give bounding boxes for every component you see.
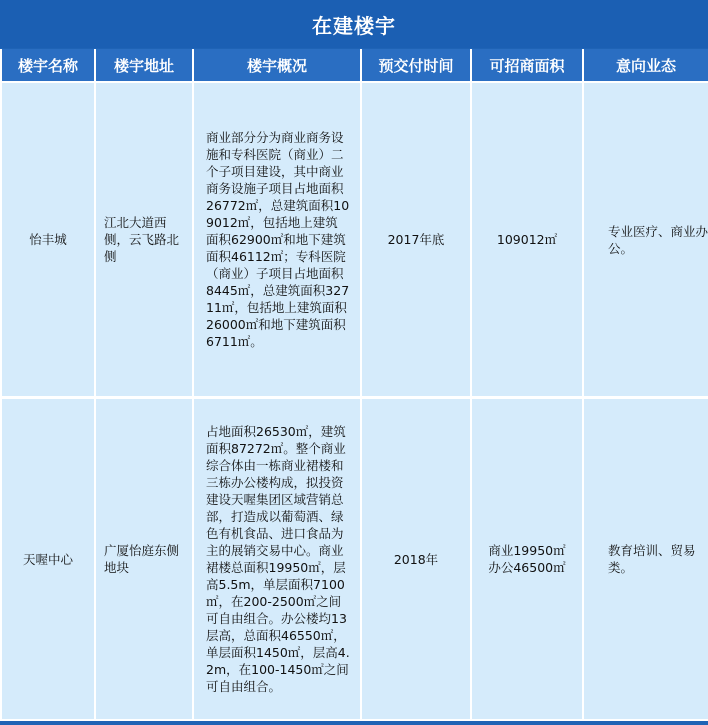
table-row <box>1 82 708 398</box>
cell-building-name: 天喔中心 <box>1 398 95 721</box>
cell-building-name: 怡丰城 <box>1 82 95 398</box>
header-leasable-area: 可招商面积 <box>471 49 583 82</box>
cell-building-address: 江北大道西侧，云飞路北侧 <box>95 82 193 398</box>
header-delivery-time: 预交付时间 <box>361 49 471 82</box>
cell-delivery-time: 2018年 <box>361 398 471 721</box>
cell-leasable-area: 109012㎡ <box>471 82 583 398</box>
table-row <box>1 398 708 721</box>
buildings-table <box>0 49 708 721</box>
header-intended-format: 意向业态 <box>583 49 708 82</box>
cell-building-address: 广厦怡庭东侧地块 <box>95 398 193 721</box>
table-header-row <box>1 49 708 82</box>
header-building-overview: 楼宇概况 <box>193 49 361 82</box>
leasable-area-commercial: 商业19950㎡ <box>488 543 566 558</box>
cell-building-overview: 商业部分分为商业商务设施和专科医院（商业）二个子项目建设，其中商业商务设施子项目占地面积26772㎡，总建筑面积109012㎡，包括地上建筑面积62900㎡和地下建筑面积46112㎡；专科医院（商业）子项目占地面积8445㎡，总建筑面积32711㎡，包括地上建筑面积26000㎡和地下建筑面积6711㎡。 <box>193 82 361 398</box>
cell-building-overview: 占地面积26530㎡，建筑面积87272㎡。整个商业综合体由一栋商业裙楼和三栋办公楼构成，拟投资建设天喔集团区域营销总部，打造成以葡萄酒、绿色有机食品、进口食品为主的展销交易中心。商业裙楼总面积19950㎡，层高5.5m，单层面积7100㎡，在200-2500㎡之间可自由组合。办公楼均13层高，总面积46550㎡，单层面积1450㎡，层高4.2m，在100-1450㎡之间可自由组合。 <box>193 398 361 721</box>
table-title: 在建楼宇 <box>0 0 708 48</box>
cell-leasable-area <box>471 398 583 721</box>
header-building-name: 楼宇名称 <box>1 49 95 82</box>
leasable-area-office: 办公46500㎡ <box>488 560 566 575</box>
cell-delivery-time: 2017年底 <box>361 82 471 398</box>
cell-intended-format: 教育培训、贸易类。 <box>583 398 708 721</box>
cell-intended-format: 专业医疗、商业办公。 <box>583 82 708 398</box>
header-building-address: 楼宇地址 <box>95 49 193 82</box>
